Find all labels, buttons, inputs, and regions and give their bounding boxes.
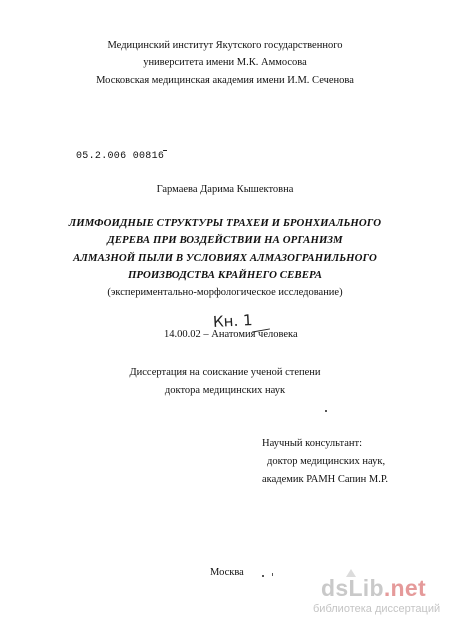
- watermark-caption: библиотека диссертаций: [313, 603, 441, 615]
- scan-speck: [262, 575, 264, 577]
- watermark-logo-suffix: .net: [383, 575, 426, 601]
- consultant-degree: доктор медицинских наук,: [267, 456, 386, 467]
- author-name: Гармаева Дарима Кышектовна: [156, 184, 294, 195]
- watermark-logo-main: dsLib: [321, 575, 384, 601]
- title-line-2: ДЕРЕВА ПРИ ВОЗДЕЙСТВИИ НА ОРГАНИЗМ: [107, 234, 343, 246]
- consultant-label: Научный консультант:: [262, 438, 363, 449]
- handwritten-volume-note: Кн. 1: [212, 310, 253, 332]
- institution-line-3: Московская медицинская академия имени И.М. Сеченова: [96, 75, 354, 86]
- specialty-code: 14.00.02 – Анатомия человека: [164, 329, 298, 340]
- stamp-tick-mark: [163, 150, 167, 151]
- institution-line-2: университета имени М.К. Аммосова: [143, 57, 307, 68]
- title-line-3: АЛМАЗНОЙ ПЫЛИ В УСЛОВИЯХ АЛМАЗОГРАНИЛЬНОГО: [73, 252, 377, 264]
- scan-speck: [272, 573, 273, 576]
- watermark-logo: [321, 575, 426, 602]
- institution-line-1: Медицинский институт Якутского государственного: [107, 40, 343, 51]
- city: Москва: [210, 567, 244, 578]
- title-line-1: ЛИМФОИДНЫЕ СТРУКТУРЫ ТРАХЕИ И БРОНХИАЛЬНОГО: [68, 217, 382, 229]
- scan-speck: [325, 410, 327, 412]
- archive-stamp-code: 05.2.006 00816: [76, 151, 165, 162]
- dissertation-line-1: Диссертация на соискание ученой степени: [129, 367, 321, 378]
- title-line-4: ПРОИЗВОДСТВА КРАЙНЕГО СЕВЕРА: [127, 269, 323, 281]
- title-subtitle: (экспериментально-морфологическое исследование): [107, 287, 343, 298]
- consultant-name: академик РАМН Сапин М.Р.: [262, 474, 388, 485]
- dissertation-line-2: доктора медицинских наук: [164, 385, 286, 396]
